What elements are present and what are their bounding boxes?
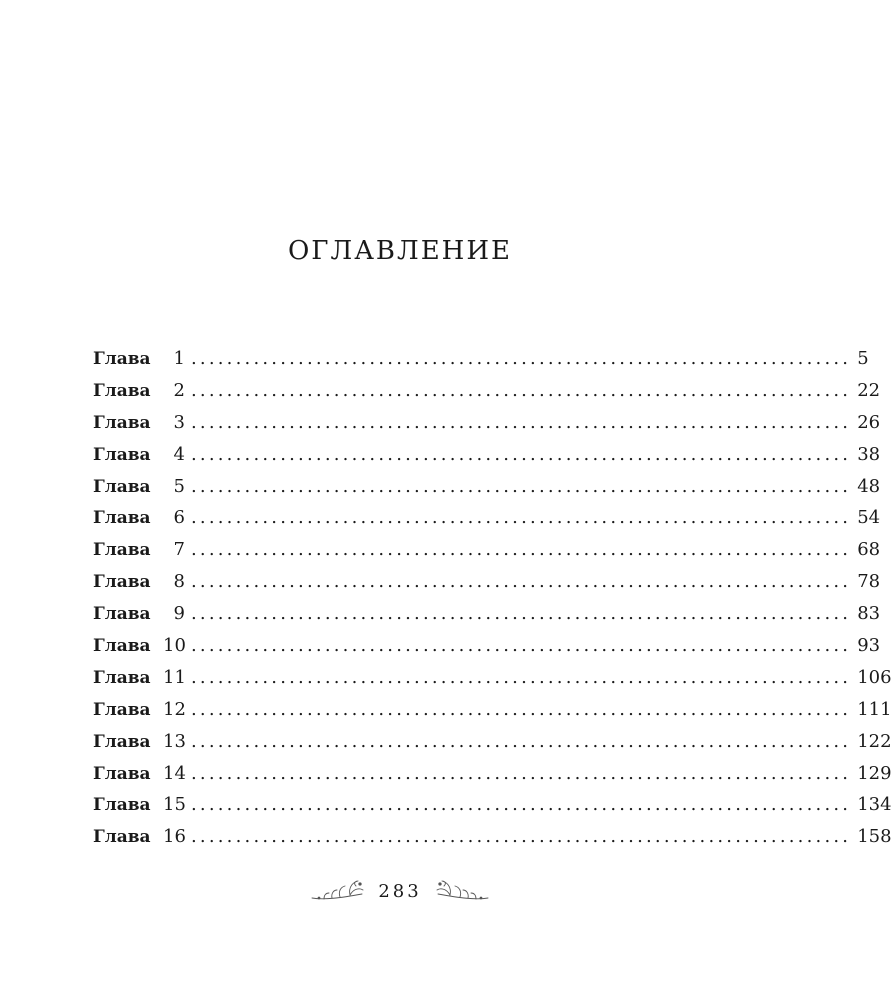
toc-leader-dots: .......................................................................... bbox=[191, 507, 852, 529]
toc-chapter-number: 16 bbox=[163, 826, 186, 848]
toc-entry[interactable] bbox=[93, 635, 881, 667]
toc-chapter-number: 10 bbox=[163, 635, 186, 657]
toc-chapter-number: 9 bbox=[173, 603, 185, 625]
toc-page-number: 5 bbox=[857, 348, 869, 369]
table-of-contents bbox=[93, 348, 892, 858]
toc-page-number: 48 bbox=[857, 475, 881, 497]
toc-page-number: 54 bbox=[857, 507, 881, 529]
toc-chapter-word: Глава bbox=[93, 795, 151, 816]
toc-chapter-word: Глава bbox=[93, 349, 151, 369]
toc-entry[interactable] bbox=[93, 411, 881, 444]
toc-entry[interactable] bbox=[93, 794, 892, 826]
toc-page-number: 22 bbox=[857, 379, 881, 401]
toc-chapter-word: Глава bbox=[93, 508, 151, 529]
toc-chapter-number: 4 bbox=[173, 443, 185, 465]
toc-page-number: 129 bbox=[857, 762, 892, 784]
toc-entry[interactable] bbox=[93, 539, 881, 571]
toc-leader-dots: .......................................................................... bbox=[191, 348, 852, 369]
toc-page-number: 78 bbox=[857, 571, 881, 593]
toc-chapter-word: Глава bbox=[93, 476, 151, 497]
toc-leader-dots: .......................................................................... bbox=[191, 762, 852, 784]
toc-chapter-word: Глава bbox=[93, 699, 151, 720]
toc-entry[interactable] bbox=[93, 571, 881, 603]
toc-chapter-word: Глава bbox=[93, 604, 151, 625]
toc-page-number: 68 bbox=[857, 539, 881, 561]
toc-chapter-word: Глава bbox=[93, 827, 151, 848]
toc-leader-dots: .......................................................................... bbox=[191, 603, 852, 625]
toc-chapter-number: 5 bbox=[173, 475, 185, 497]
toc-leader-dots: .......................................................................... bbox=[191, 698, 852, 720]
toc-leader-dots: .......................................................................... bbox=[191, 635, 852, 657]
toc-entry[interactable] bbox=[93, 826, 892, 858]
toc-page-number: 158 bbox=[857, 826, 892, 848]
page-title: ОГЛАВЛЕНИЕ bbox=[287, 236, 513, 266]
toc-chapter-word: Глава bbox=[93, 380, 151, 401]
toc-chapter-number: 1 bbox=[173, 348, 185, 369]
toc-entry[interactable] bbox=[93, 507, 881, 539]
toc-leader-dots: .......................................................................... bbox=[191, 794, 852, 816]
toc-chapter-number: 2 bbox=[173, 379, 185, 401]
toc-entry[interactable] bbox=[93, 443, 881, 476]
toc-entry[interactable] bbox=[93, 348, 869, 380]
toc-chapter-word: Глава bbox=[93, 444, 151, 465]
toc-leader-dots: .......................................................................... bbox=[191, 443, 852, 465]
toc-chapter-word: Глава bbox=[93, 572, 151, 593]
toc-entry[interactable] bbox=[93, 762, 892, 795]
toc-page-number: 83 bbox=[857, 603, 881, 625]
toc-chapter-word: Глава bbox=[93, 540, 151, 561]
toc-chapter-number: 3 bbox=[173, 411, 185, 433]
toc-entry[interactable] bbox=[93, 698, 892, 731]
toc-leader-dots: .......................................................................... bbox=[191, 379, 852, 401]
toc-page-number: 134 bbox=[857, 794, 892, 816]
toc-page-number: 93 bbox=[857, 635, 881, 657]
page-number: 283 bbox=[378, 880, 422, 902]
toc-page-number: 122 bbox=[857, 730, 892, 752]
toc-leader-dots: .......................................................................... bbox=[191, 730, 852, 752]
toc-entry[interactable] bbox=[93, 666, 892, 699]
toc-chapter-word: Глава bbox=[93, 412, 151, 433]
toc-page-number: 38 bbox=[857, 443, 881, 465]
toc-chapter-word: Глава bbox=[93, 763, 151, 784]
toc-page-number: 106 bbox=[857, 666, 892, 688]
toc-chapter-word: Глава bbox=[93, 731, 151, 752]
toc-chapter-word: Глава bbox=[93, 667, 151, 688]
toc-leader-dots: .......................................................................... bbox=[191, 539, 852, 561]
toc-page-number: 111 bbox=[857, 698, 892, 720]
toc-entry[interactable] bbox=[93, 603, 881, 635]
toc-chapter-number: 6 bbox=[173, 507, 185, 529]
toc-leader-dots: .......................................................................... bbox=[191, 826, 852, 848]
toc-chapter-number: 12 bbox=[163, 698, 186, 720]
toc-entry[interactable] bbox=[93, 475, 881, 508]
toc-chapter-number: 11 bbox=[163, 666, 186, 688]
page-footer bbox=[0, 878, 800, 904]
toc-chapter-number: 15 bbox=[163, 794, 186, 816]
toc-entry[interactable] bbox=[93, 730, 892, 763]
floral-ornament-icon bbox=[310, 878, 366, 904]
toc-leader-dots: .......................................................................... bbox=[191, 571, 852, 593]
toc-leader-dots: .......................................................................... bbox=[191, 666, 852, 688]
toc-chapter-number: 13 bbox=[163, 730, 186, 752]
toc-page-number: 26 bbox=[857, 411, 881, 433]
toc-chapter-number: 14 bbox=[163, 762, 186, 784]
toc-leader-dots: .......................................................................... bbox=[191, 475, 852, 497]
toc-entry[interactable] bbox=[93, 379, 881, 412]
toc-chapter-number: 8 bbox=[173, 571, 185, 593]
floral-ornament-icon bbox=[434, 878, 490, 904]
toc-chapter-number: 7 bbox=[173, 539, 185, 561]
toc-chapter-word: Глава bbox=[93, 636, 151, 657]
toc-leader-dots: .......................................................................... bbox=[191, 411, 852, 433]
